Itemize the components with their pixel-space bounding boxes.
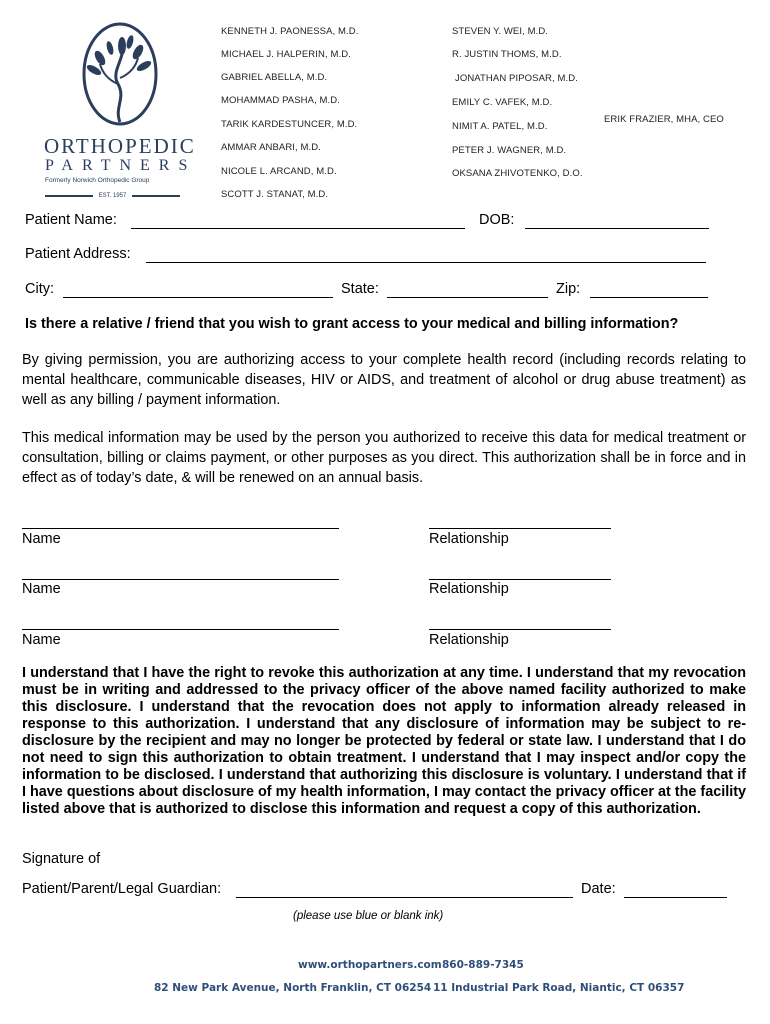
doctor-name: OKSANA ZHIVOTENKO, D.O. — [452, 168, 583, 179]
footer-phone: 860-889-7345 — [442, 959, 524, 971]
revocation-statement: I understand that I have the right to revoke this authorization at any time. I understand that my revocation must be in writing and addressed to the privacy officer of the above named facility authorized to make this disclosure. I understand that the revocation does not apply to information already released in response to this authorization. I understand that any disclosure of information may be subject to re-disclosure by the recipient and may no longer be protected by federal or state law. I understand that I do not need to sign this authorization to obtain treatment. I understand that I may inspect and/or copy the information to be disclosed. I understand that authorizing this disclosure is voluntary. I understand that if I have questions about disclosure of my health information, I may contact the privacy officer at the facility listed above that is authorized to disclose this information and request a copy of this authorization. — [22, 665, 746, 817]
usage-paragraph: This medical information may be used by the person you authorized to receive this data for medical treatment or consultation, billing or claims payment, or other purposes as you direct. This authorization shall be in force and in effect as of today’s date, & will be renewed on an annual basis. — [22, 430, 746, 486]
access-question: Is there a relative / friend that you wish to grant access to your medical and billing information? — [25, 316, 679, 332]
authorized-relationship-line[interactable] — [429, 629, 611, 630]
state-label: State: — [341, 281, 379, 297]
authorized-name-line[interactable] — [22, 579, 339, 580]
doctor-name: NICOLE L. ARCAND, M.D. — [221, 166, 337, 177]
authorized-relationship-label: Relationship — [429, 632, 509, 648]
tree-logo-icon — [30, 18, 190, 130]
doctor-name: JONATHAN PIPOSAR, M.D. — [455, 73, 578, 84]
doctor-name: MICHAEL J. HALPERIN, M.D. — [221, 49, 351, 60]
zip-label: Zip: — [556, 281, 581, 297]
footer-address-1: 82 New Park Avenue, North Franklin, CT 06254 — [154, 982, 432, 994]
zip-field[interactable] — [590, 297, 708, 298]
logo — [30, 18, 197, 203]
brand-est-text: EST. 1957 — [98, 193, 127, 199]
brand-name-2: PARTNERS — [45, 157, 197, 174]
authorized-name-label: Name — [22, 531, 61, 547]
authorized-relationship-label: Relationship — [429, 581, 509, 597]
brand-name: ORTHOPEDIC — [44, 134, 196, 158]
city-label: City: — [25, 281, 54, 297]
ink-note: (please use blue or blank ink) — [293, 910, 444, 922]
state-field[interactable] — [387, 297, 548, 298]
brand-tagline: Formerly Norwich Orthopedic Group — [45, 177, 150, 184]
guardian-label: Patient/Parent/Legal Guardian: — [22, 881, 222, 897]
doctor-name: STEVEN Y. WEI, M.D. — [452, 26, 549, 37]
dob-label: DOB: — [479, 212, 515, 228]
footer-website[interactable]: www.orthopartners.com — [298, 959, 442, 971]
doctor-name: AMMAR ANBARI, M.D. — [221, 142, 321, 153]
doctor-name: TARIK KARDESTUNCER, M.D. — [221, 119, 358, 130]
authorized-name-line[interactable] — [22, 528, 339, 529]
authorized-name-label: Name — [22, 581, 61, 597]
footer-address-2: 11 Industrial Park Road, Niantic, CT 06357 — [433, 982, 685, 994]
city-field[interactable] — [63, 297, 333, 298]
authorized-name-label: Name — [22, 632, 61, 648]
ceo-name: ERIK FRAZIER, MHA, CEO — [604, 114, 724, 125]
date-field[interactable] — [624, 897, 727, 898]
permission-paragraph: By giving permission, you are authorizing access to your complete health record (including records relating to mental healthcare, communicable diseases, HIV or AIDS, and treatment of alcohol or drug abuse treatment) as well as any billing / payment information. — [22, 352, 746, 408]
signature-label: Signature of — [22, 851, 101, 867]
patient-name-label: Patient Name: — [25, 212, 117, 228]
address-label: Patient Address: — [25, 246, 131, 262]
doctor-name: SCOTT J. STANAT, M.D. — [221, 189, 329, 200]
brand-est — [45, 193, 180, 199]
doctor-name: KENNETH J. PAONESSA, M.D. — [221, 26, 359, 37]
authorized-relationship-line[interactable] — [429, 528, 611, 529]
doctor-name: PETER J. WAGNER, M.D. — [452, 145, 567, 156]
doctor-name: NIMIT A. PATEL, M.D. — [452, 121, 548, 132]
doctor-name: R. JUSTIN THOMS, M.D. — [452, 49, 562, 60]
address-field[interactable] — [146, 262, 706, 263]
dob-field[interactable] — [525, 228, 709, 229]
doctor-name: GABRIEL ABELLA, M.D. — [221, 72, 328, 83]
authorized-relationship-label: Relationship — [429, 531, 509, 547]
patient-name-field[interactable] — [131, 228, 465, 229]
date-label: Date: — [581, 881, 616, 897]
authorized-name-line[interactable] — [22, 629, 339, 630]
doctor-name: EMILY C. VAFEK, M.D. — [452, 97, 553, 108]
signature-field[interactable] — [236, 897, 573, 898]
doctor-name: MOHAMMAD PASHA, M.D. — [221, 95, 340, 106]
authorized-relationship-line[interactable] — [429, 579, 611, 580]
